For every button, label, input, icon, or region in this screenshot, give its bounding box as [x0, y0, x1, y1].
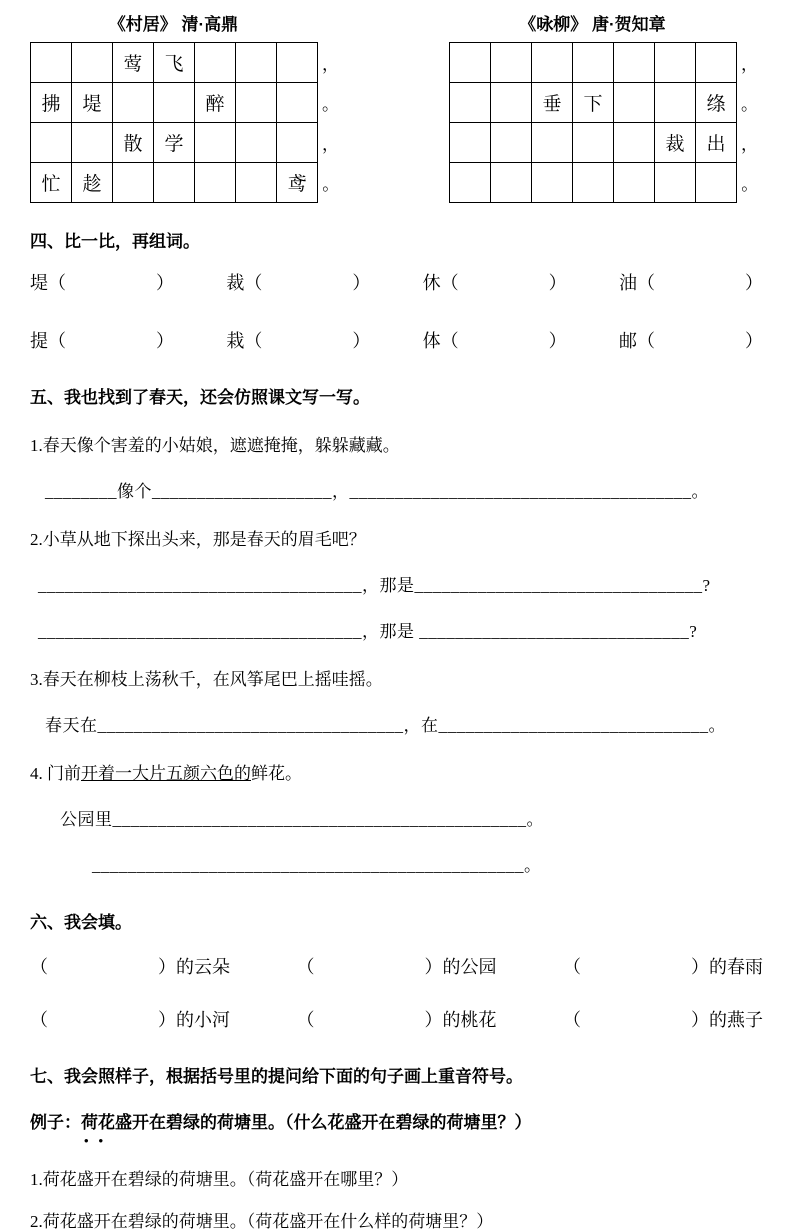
poem-char-cell: 堤 — [72, 83, 113, 123]
word-formation-item — [619, 269, 763, 295]
section5-item3-answer-line[interactable]: 春天在__________________________________，在______________________________。 — [45, 716, 726, 735]
fill-item — [30, 953, 230, 979]
fill-noun-label: ）的小河 — [158, 1010, 230, 1030]
poem-empty-cell[interactable] — [277, 43, 318, 83]
answer-blank[interactable] — [581, 1031, 691, 1032]
answer-blank[interactable] — [315, 1031, 425, 1032]
poem-empty-cell[interactable] — [31, 43, 72, 83]
section5-item2-prompt: 2.小草从地下探出头来，那是春天的眉毛吧？ — [30, 530, 366, 549]
poem-empty-cell[interactable] — [277, 83, 318, 123]
answer-blank[interactable] — [459, 352, 549, 353]
fill-paren-open: （ — [296, 1010, 315, 1030]
poem-empty-cell[interactable] — [614, 163, 655, 203]
fill-item — [30, 1006, 230, 1032]
word-formation-item — [226, 327, 370, 353]
section7-item1: 1.荷花盛开在碧绿的荷塘里。（荷花盛开在哪里？） — [30, 1170, 409, 1189]
section5-item4-prompt — [30, 759, 763, 784]
poem-empty-cell[interactable] — [491, 83, 532, 123]
poem-empty-cell[interactable] — [450, 163, 491, 203]
poem-empty-cell[interactable] — [195, 163, 236, 203]
poem-title-cunju: 《村居》 清·高鼎 — [108, 15, 239, 34]
word-paren-close: ） — [744, 273, 763, 293]
poem-punctuation: 。 — [322, 95, 339, 114]
answer-blank[interactable] — [315, 978, 425, 979]
poem-empty-cell[interactable] — [655, 83, 696, 123]
poem-empty-cell[interactable] — [154, 163, 195, 203]
fill-row-1 — [30, 953, 763, 979]
word-char: 裁（ — [226, 273, 263, 293]
poem-grid-yongliu — [449, 42, 763, 203]
poem-fill-section — [30, 10, 763, 203]
poem-punctuation: 。 — [322, 175, 340, 194]
poem-empty-cell[interactable] — [277, 123, 318, 163]
fill-item — [297, 953, 497, 979]
section5-item2-answer-line2[interactable]: ____________________________________，那是 ______________________________? — [38, 622, 698, 641]
poem-empty-cell[interactable] — [614, 123, 655, 163]
poem-char-cell: 散 — [113, 123, 154, 163]
answer-blank[interactable] — [581, 978, 691, 979]
section5-item2-answer-line1[interactable]: ____________________________________，那是________________________________? — [38, 576, 711, 595]
poem-empty-cell[interactable] — [573, 163, 614, 203]
word-formation-item — [619, 327, 763, 353]
poem-punctuation: 。 — [741, 175, 759, 194]
poem-empty-cell[interactable] — [614, 83, 655, 123]
word-paren-close: ） — [352, 331, 371, 351]
section5-heading: 五、我也找到了春天，还会仿照课文写一写。 — [30, 388, 370, 407]
poem-empty-cell[interactable] — [491, 163, 532, 203]
word-paren-close: ） — [156, 273, 174, 293]
poem-empty-cell[interactable] — [450, 123, 491, 163]
word-char: 提（ — [30, 331, 66, 351]
poem-empty-cell[interactable] — [532, 43, 573, 83]
poem-empty-cell[interactable] — [72, 43, 113, 83]
fill-noun-label: ）的燕子 — [691, 1010, 763, 1030]
poem-block-yongliu — [449, 10, 763, 203]
poem-char-cell: 醉 — [195, 83, 236, 123]
fill-noun-label: ）的云朵 — [158, 957, 230, 977]
item4-prompt-suffix: 鲜花。 — [251, 764, 302, 783]
poem-char-cell: 忙 — [31, 163, 72, 203]
fill-paren-open: （ — [296, 957, 315, 977]
word-char: 堤（ — [30, 273, 66, 293]
word-char: 邮（ — [618, 331, 655, 351]
poem-empty-cell[interactable] — [614, 43, 655, 83]
fill-item — [563, 953, 763, 979]
poem-empty-cell[interactable] — [450, 83, 491, 123]
poem-title-yongliu: 《咏柳》 唐·贺知章 — [519, 15, 666, 34]
poem-empty-cell[interactable] — [236, 43, 277, 83]
word-formation-row-1 — [30, 269, 763, 295]
word-formation-item — [226, 269, 370, 295]
fill-paren-open: （ — [30, 1010, 48, 1030]
poem-empty-cell[interactable] — [655, 163, 696, 203]
answer-blank[interactable] — [262, 352, 352, 353]
poem-char-cell: 绦 — [696, 83, 737, 123]
fill-noun-label: ）的桃花 — [424, 1010, 497, 1030]
poem-punctuation: ， — [322, 55, 339, 74]
word-paren-close: ） — [156, 331, 174, 351]
word-paren-close: ） — [744, 331, 763, 351]
poem-char-cell: 学 — [154, 123, 195, 163]
section5-item4-answer-line1[interactable]: 公园里______________________________________________。 — [60, 810, 544, 829]
poem-char-cell: 飞 — [154, 43, 195, 83]
poem-char-cell: 裁 — [655, 123, 696, 163]
word-paren-close: ） — [548, 331, 567, 351]
poem-empty-cell[interactable] — [113, 83, 154, 123]
poem-empty-cell[interactable] — [655, 43, 696, 83]
poem-empty-cell[interactable] — [72, 123, 113, 163]
poem-empty-cell[interactable] — [450, 43, 491, 83]
poem-empty-cell[interactable] — [491, 43, 532, 83]
poem-char-cell: 鸢 — [277, 163, 318, 203]
section7-heading: 七、我会照样子，根据括号里的提问给下面的句子画上重音符号。 — [30, 1067, 523, 1086]
answer-blank[interactable] — [655, 294, 745, 295]
item4-prompt-prefix: 4. 门前 — [30, 764, 81, 783]
word-formation-item — [30, 327, 174, 353]
word-paren-close: ） — [548, 273, 567, 293]
word-char: 油（ — [618, 273, 655, 293]
word-formation-item — [423, 327, 567, 353]
answer-blank[interactable] — [48, 978, 158, 979]
poem-punctuation: ， — [322, 135, 339, 154]
word-formation-row-2 — [30, 327, 763, 353]
poem-empty-cell[interactable] — [532, 123, 573, 163]
poem-empty-cell[interactable] — [236, 123, 277, 163]
word-formation-item — [423, 269, 567, 295]
poem-empty-cell[interactable] — [532, 163, 573, 203]
poem-empty-cell[interactable] — [696, 163, 737, 203]
fill-item — [563, 1006, 763, 1032]
poem-block-cunju — [30, 10, 344, 203]
poem-char-cell: 拂 — [31, 83, 72, 123]
poem-empty-cell[interactable] — [236, 163, 277, 203]
poem-empty-cell[interactable] — [696, 43, 737, 83]
section5-item3-prompt: 3.春天在柳枝上荡秋千，在风筝尾巴上摇哇摇。 — [30, 670, 383, 689]
section6-heading: 六、我会填。 — [30, 913, 132, 932]
poem-empty-cell[interactable] — [573, 123, 614, 163]
poem-empty-cell[interactable] — [491, 123, 532, 163]
section5-item4-answer-line2[interactable]: ________________________________________________。 — [92, 856, 542, 875]
poem-empty-cell[interactable] — [154, 83, 195, 123]
poem-char-cell: 下 — [573, 83, 614, 123]
answer-blank[interactable] — [48, 1031, 158, 1032]
fill-paren-open: （ — [30, 957, 48, 977]
answer-blank[interactable] — [66, 352, 156, 353]
poem-empty-cell[interactable] — [31, 123, 72, 163]
poem-punctuation: 。 — [741, 95, 758, 114]
fill-noun-label: ）的公园 — [424, 957, 497, 977]
word-formation-item — [30, 269, 174, 295]
poem-empty-cell[interactable] — [195, 43, 236, 83]
fill-row-2 — [30, 1006, 763, 1032]
poem-empty-cell[interactable] — [113, 163, 154, 203]
poem-punctuation: ， — [741, 135, 758, 154]
section5-item1-answer-line[interactable]: ________像个____________________，______________________________________。 — [45, 482, 709, 501]
fill-item — [297, 1006, 497, 1032]
answer-blank[interactable] — [459, 294, 549, 295]
word-char: 栽（ — [226, 331, 263, 351]
section7-item2: 2.荷花盛开在碧绿的荷塘里。（荷花盛开在什么样的荷塘里？） — [30, 1212, 494, 1231]
poem-char-cell: 出 — [696, 123, 737, 163]
item4-underlined-phrase: 开着一大片五颜六色的 — [81, 764, 251, 783]
poem-char-cell: 趁 — [72, 163, 113, 203]
poem-empty-cell[interactable] — [236, 83, 277, 123]
section7-example-sentence: 例子：荷花盛开在碧绿的荷塘里。（什么花盛开在碧绿的荷塘里？） — [30, 1113, 532, 1132]
poem-grid-cunju — [30, 42, 344, 203]
answer-blank[interactable] — [66, 294, 156, 295]
answer-blank[interactable] — [262, 294, 352, 295]
fill-paren-open: （ — [563, 957, 581, 977]
poem-char-cell: 垂 — [532, 83, 573, 123]
poem-char-cell: 莺 — [113, 43, 154, 83]
word-paren-close: ） — [352, 273, 371, 293]
section5-item1-prompt: 1.春天像个害羞的小姑娘，遮遮掩掩，躲躲藏藏。 — [30, 436, 400, 455]
poem-empty-cell[interactable] — [573, 43, 614, 83]
section4-heading: 四、比一比，再组词。 — [30, 232, 200, 251]
fill-noun-label: ）的春雨 — [691, 957, 763, 977]
emphasis-dots: •• — [84, 1133, 114, 1148]
poem-empty-cell[interactable] — [195, 123, 236, 163]
word-char: 休（ — [422, 273, 459, 293]
poem-punctuation: ， — [741, 55, 758, 74]
answer-blank[interactable] — [655, 352, 745, 353]
word-char: 体（ — [422, 331, 459, 351]
fill-paren-open: （ — [563, 1010, 581, 1030]
